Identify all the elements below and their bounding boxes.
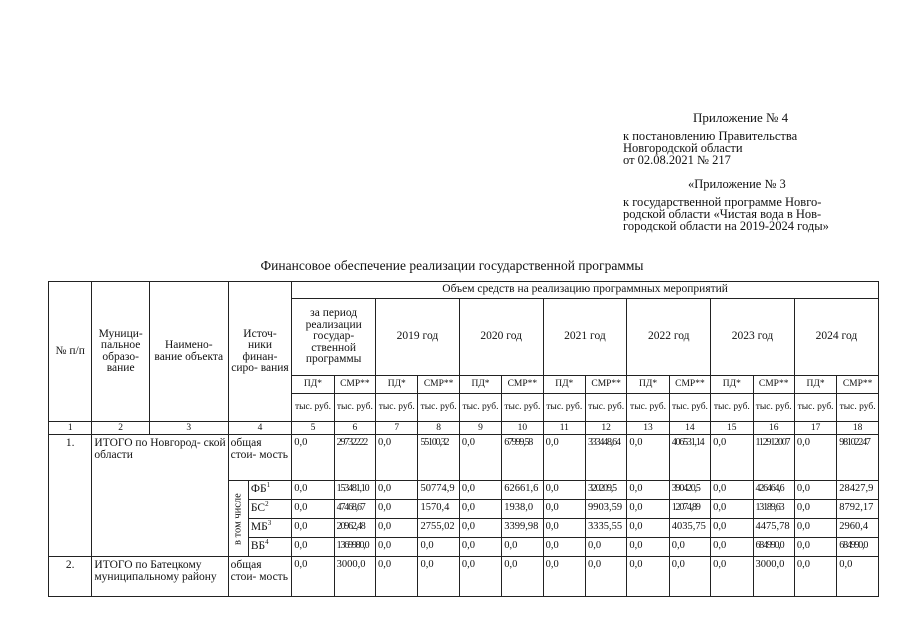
value-cell: 0,0 xyxy=(292,538,334,557)
value-cell: 0,0 xyxy=(418,557,459,597)
value-cell: 0,0 xyxy=(502,538,543,557)
footnote-marker: 1 xyxy=(266,481,271,490)
value-cell: 0,0 xyxy=(794,519,836,538)
value-cell: 2960,4 xyxy=(837,519,879,538)
value-cell: 0,0 xyxy=(711,435,753,481)
value-cell: 8792,17 xyxy=(837,500,879,519)
value-cell: 112912007 xyxy=(753,435,794,481)
pd-header: ПД* xyxy=(794,375,836,393)
value-cell: 0,0 xyxy=(292,519,334,538)
decree-line: от 02.08.2021 № 217 xyxy=(623,153,731,167)
value-cell: 153481,10 xyxy=(334,481,375,500)
unit-label: тыс. руб. xyxy=(585,393,626,421)
header-municipality: Муници- пальное образо- вание xyxy=(92,282,150,422)
program-reference xyxy=(623,196,829,232)
value-cell: 0,0 xyxy=(459,519,501,538)
value-cell: 0,0 xyxy=(292,500,334,519)
value-cell: 0,0 xyxy=(669,557,710,597)
value-cell: 0,0 xyxy=(794,538,836,557)
column-number: 5 xyxy=(292,422,334,435)
value-cell: 0,0 xyxy=(459,557,501,597)
program-line: городской области на 2019-2024 годы» xyxy=(623,219,829,233)
decree-line: к постановлению Правительства xyxy=(623,129,798,143)
value-cell: 0,0 xyxy=(627,435,669,481)
unit-label: тыс. руб. xyxy=(669,393,710,421)
row-name: ИТОГО по Батецкому муниципальному району xyxy=(92,557,228,597)
column-number: 9 xyxy=(459,422,501,435)
value-cell: 684990,0 xyxy=(753,538,794,557)
pd-header: ПД* xyxy=(459,375,501,393)
column-number: 8 xyxy=(418,422,459,435)
value-cell: 426464,6 xyxy=(753,481,794,500)
value-cell: 4475,78 xyxy=(753,519,794,538)
header-volume: Объем средств на реализацию программных мероприятий xyxy=(292,282,879,299)
value-cell: 0,0 xyxy=(543,519,585,538)
funding-source-code: $ВБ^4$ xyxy=(248,538,291,557)
smr-header: СМР** xyxy=(334,375,375,393)
decree-line: Новгородской области xyxy=(623,141,743,155)
value-cell: 0,0 xyxy=(794,435,836,481)
value-cell: 0,0 xyxy=(837,557,879,597)
column-number: 1 xyxy=(49,422,92,435)
value-cell: 1938,0 xyxy=(502,500,543,519)
row-number: 1. xyxy=(49,435,92,557)
value-cell: 0,0 xyxy=(627,557,669,597)
value-cell: 12074,89 xyxy=(669,500,710,519)
column-number: 3 xyxy=(149,422,228,435)
value-cell: 0,0 xyxy=(794,500,836,519)
appendix-title: Приложение № 4 xyxy=(693,110,789,125)
value-cell: 0,0 xyxy=(459,481,501,500)
value-cell: 0,0 xyxy=(459,538,501,557)
value-cell: 0,0 xyxy=(711,519,753,538)
column-number: 18 xyxy=(837,422,879,435)
value-cell: 0,0 xyxy=(794,557,836,597)
funding-source-code: $МБ^3$ xyxy=(248,519,291,538)
value-cell: 0,0 xyxy=(418,538,459,557)
value-cell: 1570,4 xyxy=(418,500,459,519)
funding-source-code: $ФБ^1$ xyxy=(248,481,291,500)
value-cell: 3399,98 xyxy=(502,519,543,538)
value-cell: 0,0 xyxy=(376,519,418,538)
smr-header: СМР** xyxy=(669,375,710,393)
header-year-2024: 2024 год xyxy=(794,299,878,376)
smr-header: СМР** xyxy=(585,375,626,393)
value-cell: 9903,59 xyxy=(585,500,626,519)
row-name: ИТОГО по Новгород- ской области xyxy=(92,435,228,557)
unit-label: тыс. руб. xyxy=(334,393,375,421)
value-cell: 0,0 xyxy=(376,435,418,481)
value-cell: 0,0 xyxy=(543,481,585,500)
value-cell: 0,0 xyxy=(543,500,585,519)
value-cell: 0,0 xyxy=(292,557,334,597)
value-cell: 0,0 xyxy=(585,538,626,557)
pd-header: ПД* xyxy=(711,375,753,393)
column-number: 10 xyxy=(502,422,543,435)
unit-label: тыс. руб. xyxy=(292,393,334,421)
smr-header: СМР** xyxy=(418,375,459,393)
smr-header: СМР** xyxy=(502,375,543,393)
pd-header: ПД* xyxy=(627,375,669,393)
column-number: 2 xyxy=(92,422,150,435)
value-cell: 28427,9 xyxy=(837,481,879,500)
value-cell: 0,0 xyxy=(459,435,501,481)
value-cell: 3335,55 xyxy=(585,519,626,538)
value-cell: 0,0 xyxy=(292,481,334,500)
value-cell: 3000,0 xyxy=(334,557,375,597)
value-cell: 684990,0 xyxy=(837,538,879,557)
header-object: Наимено- вание объекта xyxy=(149,282,228,422)
value-cell: 0,0 xyxy=(376,500,418,519)
column-number: 17 xyxy=(794,422,836,435)
table-row xyxy=(49,557,879,597)
column-number: 14 xyxy=(669,422,710,435)
value-cell: 0,0 xyxy=(627,519,669,538)
value-cell: 55100,32 xyxy=(418,435,459,481)
value-cell: 98102247 xyxy=(837,435,879,481)
value-cell: 3000,0 xyxy=(753,557,794,597)
header-year-2019: 2019 год xyxy=(376,299,460,376)
footnote-marker: 3 xyxy=(267,519,272,528)
value-cell: 0,0 xyxy=(543,435,585,481)
unit-label: тыс. руб. xyxy=(543,393,585,421)
value-cell: 0,0 xyxy=(459,500,501,519)
value-cell: 0,0 xyxy=(794,481,836,500)
value-cell: 0,0 xyxy=(502,557,543,597)
value-cell: 1369980,0 xyxy=(334,538,375,557)
total-label: общая стои- мость xyxy=(228,435,292,481)
column-number: 4 xyxy=(228,422,292,435)
decree-reference xyxy=(623,130,797,166)
value-cell: 406531,14 xyxy=(669,435,710,481)
header-np: № п/п xyxy=(49,282,92,422)
value-cell: 20962,48 xyxy=(334,519,375,538)
value-cell: 2755,02 xyxy=(418,519,459,538)
value-cell: 50774,9 xyxy=(418,481,459,500)
total-label: общая стои- мость xyxy=(228,557,292,597)
document-title: Финансовое обеспечение реализации государственной программы xyxy=(260,258,644,273)
value-cell: 320209,5 xyxy=(585,481,626,500)
appendix-3-title: «Приложение № 3 xyxy=(688,177,786,191)
column-number: 12 xyxy=(585,422,626,435)
column-number: 13 xyxy=(627,422,669,435)
value-cell: 0,0 xyxy=(543,538,585,557)
value-cell: 13189,63 xyxy=(753,500,794,519)
footnote-marker: 2 xyxy=(265,500,269,509)
smr-header: СМР** xyxy=(837,375,879,393)
program-line: к государственной программе Новго- xyxy=(623,195,822,209)
header-year-2021: 2021 год xyxy=(543,299,627,376)
value-cell: 333448,64 xyxy=(585,435,626,481)
unit-label: тыс. руб. xyxy=(794,393,836,421)
value-cell: 0,0 xyxy=(711,500,753,519)
value-cell: 0,0 xyxy=(711,538,753,557)
header-year-2023: 2023 год xyxy=(711,299,795,376)
value-cell: 62661,6 xyxy=(502,481,543,500)
unit-label: тыс. руб. xyxy=(627,393,669,421)
header-period: за период реализации государ- ственной программы xyxy=(292,299,376,376)
value-cell: 0,0 xyxy=(543,557,585,597)
pd-header: ПД* xyxy=(543,375,585,393)
column-number: 11 xyxy=(543,422,585,435)
unit-label: тыс. руб. xyxy=(837,393,879,421)
pd-header: ПД* xyxy=(376,375,418,393)
value-cell: 0,0 xyxy=(627,500,669,519)
value-cell: 0,0 xyxy=(376,481,418,500)
unit-label: тыс. руб. xyxy=(418,393,459,421)
column-number: 16 xyxy=(753,422,794,435)
header-source: Источ- ники финан- сиро- вания xyxy=(228,282,292,422)
unit-label: тыс. руб. xyxy=(376,393,418,421)
program-line: родской области «Чистая вода в Нов- xyxy=(623,207,822,221)
header-year-2020: 2020 год xyxy=(459,299,543,376)
table-row xyxy=(49,435,879,481)
value-cell: 0,0 xyxy=(711,557,753,597)
header-year-2022: 2022 год xyxy=(627,299,711,376)
column-number: 6 xyxy=(334,422,375,435)
unit-label: тыс. руб. xyxy=(711,393,753,421)
column-number: 7 xyxy=(376,422,418,435)
value-cell: 29732222 xyxy=(334,435,375,481)
value-cell: 0,0 xyxy=(376,538,418,557)
row-number: 2. xyxy=(49,557,92,597)
financing-table xyxy=(48,281,879,597)
value-cell: 47468,67 xyxy=(334,500,375,519)
value-cell: 67999,58 xyxy=(502,435,543,481)
unit-label: тыс. руб. xyxy=(753,393,794,421)
unit-label: тыс. руб. xyxy=(502,393,543,421)
footnote-marker: 4 xyxy=(265,538,269,547)
pd-header: ПД* xyxy=(292,375,334,393)
value-cell: 4035,75 xyxy=(669,519,710,538)
smr-header: СМР** xyxy=(753,375,794,393)
including-label: в том числе xyxy=(228,481,248,557)
value-cell: 0,0 xyxy=(711,481,753,500)
value-cell: 0,0 xyxy=(627,538,669,557)
value-cell: 0,0 xyxy=(585,557,626,597)
unit-label: тыс. руб. xyxy=(459,393,501,421)
value-cell: 390420,5 xyxy=(669,481,710,500)
column-number: 15 xyxy=(711,422,753,435)
value-cell: 0,0 xyxy=(627,481,669,500)
funding-source-code: $БС^2$ xyxy=(248,500,291,519)
value-cell: 0,0 xyxy=(669,538,710,557)
value-cell: 0,0 xyxy=(376,557,418,597)
value-cell: 0,0 xyxy=(292,435,334,481)
